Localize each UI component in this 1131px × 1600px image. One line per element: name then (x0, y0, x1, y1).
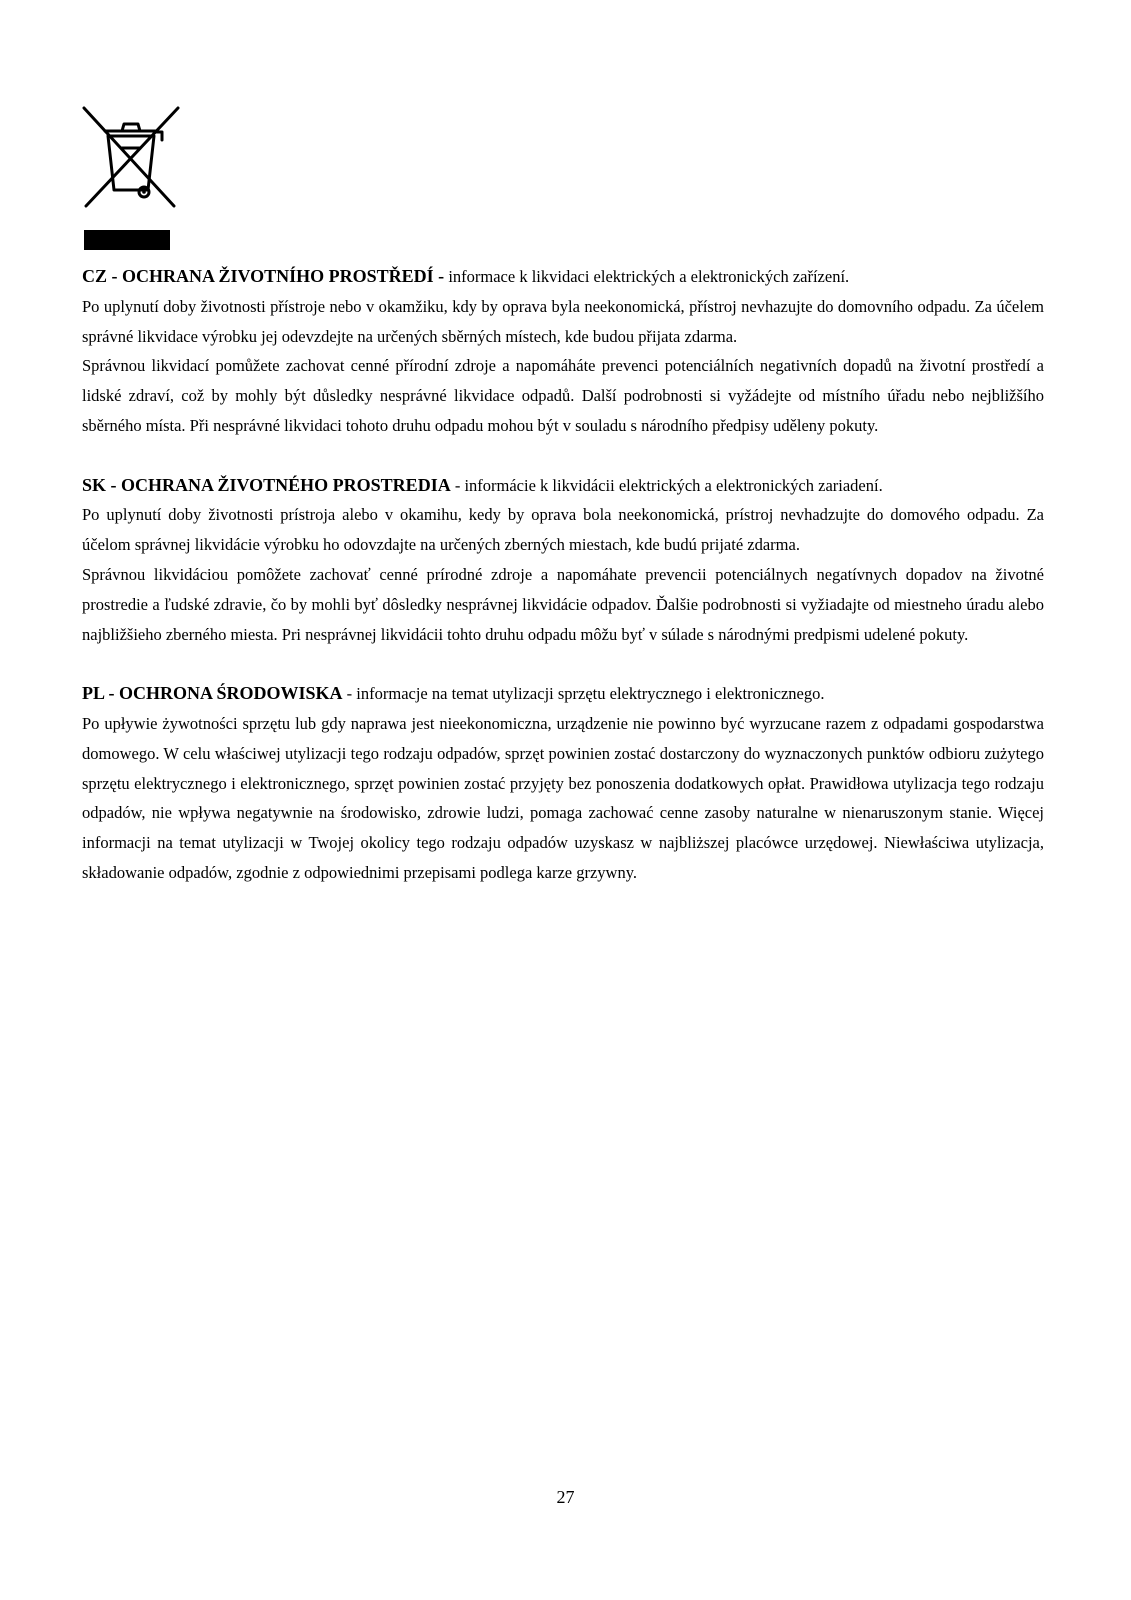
crossed-out-wheelie-bin-icon (78, 104, 186, 254)
section-subtitle: - informacje na temat utylizacji sprzętu elektrycznego i elektronicznego. (342, 684, 825, 704)
section-heading: CZ - OCHRANA ŽIVOTNÍHO PROSTŘEDÍ - (82, 266, 445, 286)
paragraph: Po uplynutí doby životnosti přístroje nebo v okamžiku, kdy by oprava byla neekonomická, přístroj nevhazujte do domovního odpadu. Za účelem správné likvidace výrobku jej odevzdejte na určených sběrných místech, kde budou přijata zdarma. (82, 296, 1044, 346)
paragraph: Správnou likvidací pomůžete zachovat cenné přírodní zdroje a napomáháte prevenci potenciálních negativních dopadů na životní prostředí a lidské zdraví, což by mohly být důsledky nesprávné likvidace odpadů. Další podrobnosti si vyžádejte od místního úřadu nebo nejbližšího sběrného místa. Při nesprávné likvidaci tohoto druhu odpadu mohou být v souladu s národního předpisy uděleny pokuty. (82, 356, 1044, 435)
paragraph: Správnou likvidáciou pomôžete zachovať cenné prírodné zdroje a napomáhate prevencii potenciálnych negatívnych dopadov na životné prostredie a ľudské zdravie, čo by mohli byť dôsledky nesprávnej likvidácie odpadov. Ďalšie podrobnosti si vyžiadajte od miestneho úradu alebo najbližšieho zberného miesta. Pri nesprávnej likvidácii tohto druhu odpadu môžu byť v súlade s národnými predpismi udelené pokuty. (82, 564, 1044, 644)
document-body (82, 262, 1044, 918)
section-pl (82, 679, 1044, 888)
section-subtitle: - informácie k likvidácii elektrických a elektronických zariadení. (450, 475, 883, 495)
page-number: 27 (556, 1487, 575, 1507)
paragraph: Po upływie żywotności sprzętu lub gdy naprawa jest nieekonomiczna, urządzenie nie powinno być wyrzucane razem z odpadami gospodarstwa domowego. W celu właściwej utylizacji tego rodzaju odpadów, sprzęt powinien zostać dostarczony do wyznaczonych punktów odbioru zużytego sprzętu elektrycznego i elektronicznego, sprzęt powinien zostać przyjęty bez ponoszenia dodatkowych opłat. Prawidłowa utylizacja tego rodzaju odpadów, nie wpływa negatywnie na środowisko, zdrowie ludzi, pomaga zachować cenne zasoby naturalne w nienaruszonym stanie. Więcej informacji na temat utylizacji w Twojej okolicy tego rodzaju odpadów uzyskasz w najbliższej placówce urzędowej. Niewłaściwa utylizacja, składowanie odpadów, zgodnie z odpowiednimi przepisami podlega karze grzywny. (82, 713, 1044, 882)
section-heading: SK - OCHRANA ŽIVOTNÉHO PROSTREDIA (82, 474, 451, 495)
section-heading-line (82, 679, 1044, 709)
section-heading-line (82, 471, 1044, 501)
section-heading-line (82, 262, 1044, 292)
section-cz (82, 262, 1044, 441)
section-heading: PL - OCHRONA ŚRODOWISKA (82, 683, 343, 704)
section-sk (82, 471, 1044, 650)
paragraph: Po uplynutí doby životnosti prístroja alebo v okamihu, kedy by oprava bola neekonomická, prístroj nevhadzujte do domového odpadu. Za účelom správnej likvidácie výrobku ho odovzdajte na určených zberných miestach, kde budú prijaté zdarma. (82, 505, 1044, 555)
section-subtitle: informace k likvidaci elektrických a elektronických zařízení. (444, 267, 850, 286)
